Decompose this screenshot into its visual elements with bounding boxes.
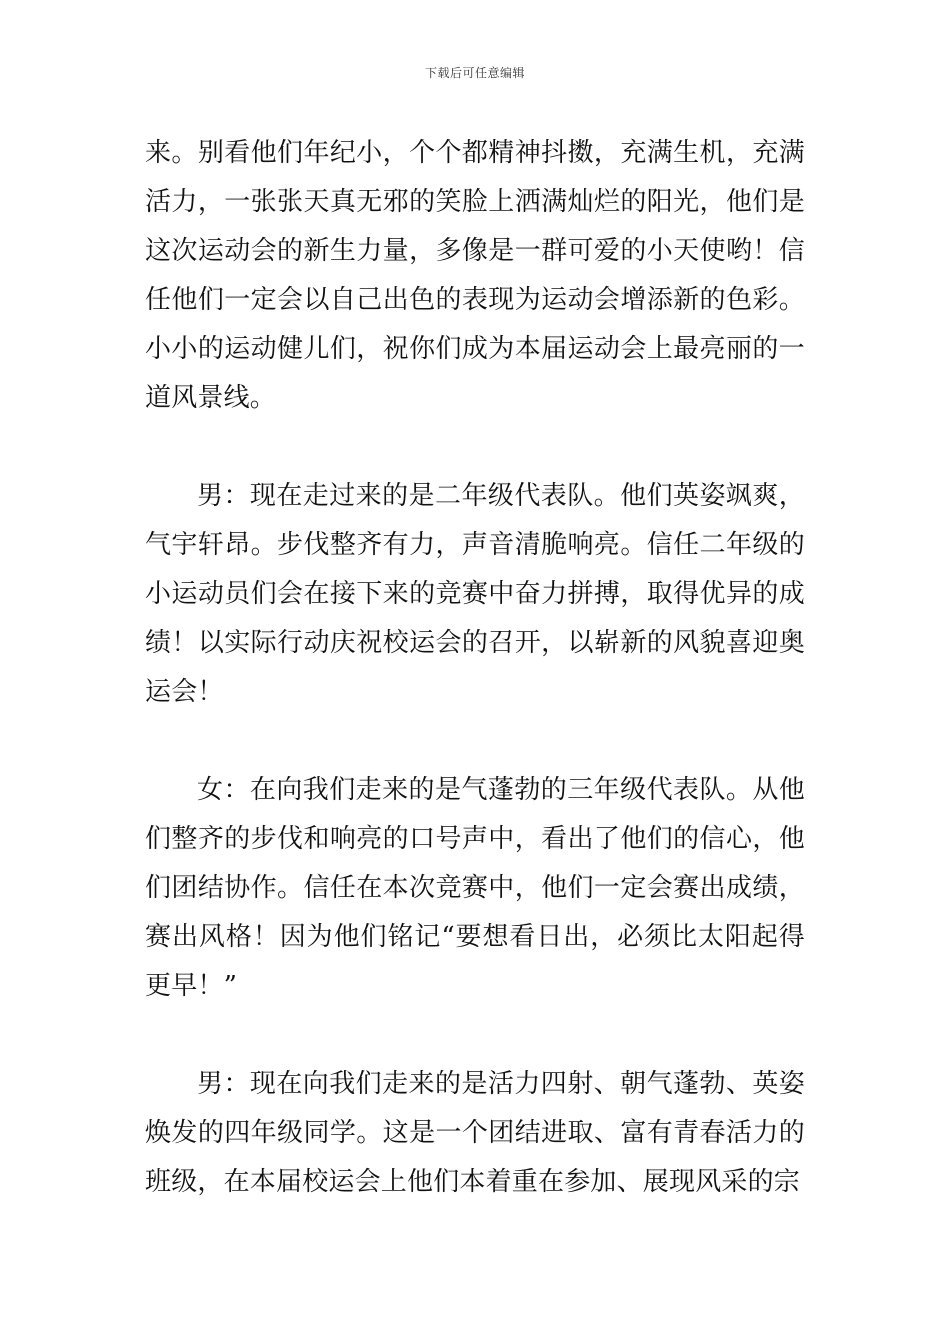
paragraph-2: 男：现在走过来的是二年级代表队。他们英姿飒爽，气宇轩昂。步伐整齐有力，声音清脆响亮。信任二年级的小运动员们会在接下来的竞赛中奋力拼搏，取得优异的成绩！以实际行动庆祝校运会的召开，以崭新的风貌喜迎奥运会！ xyxy=(145,481,805,707)
paragraph-1: 来。别看他们年纪小，个个都精神抖擞，充满生机，充满活力，一张张天真无邪的笑脸上洒满灿烂的阳光，他们是这次运动会的新生力量，多像是一群可爱的小天使哟！信任他们一定会以自己出色的表现为运动会增添新的色彩。小小的运动健儿们，祝你们成为本届运动会上最亮丽的一道风景线。 xyxy=(145,138,805,413)
document-body xyxy=(145,129,805,1207)
paragraph-spacer xyxy=(145,1011,805,1060)
paragraph-spacer xyxy=(145,423,805,472)
paragraph-spacer xyxy=(145,717,805,766)
page-header: 下载后可任意编辑 xyxy=(424,66,525,80)
paragraph-3: 女：在向我们走来的是气蓬勃的三年级代表队。从他们整齐的步伐和响亮的口号声中，看出了他们的信心，他们团结协作。信任在本次竞赛中，他们一定会赛出成绩，赛出风格！因为他们铭记“要想看日出，必须比太阳起得更早！” xyxy=(145,775,805,1001)
paragraph-4: 男：现在向我们走来的是活力四射、朝气蓬勃、英姿焕发的四年级同学。这是一个团结进取、富有青春活力的班级，在本届校运会上他们本着重在参加、展现风采的宗 xyxy=(145,1069,805,1197)
